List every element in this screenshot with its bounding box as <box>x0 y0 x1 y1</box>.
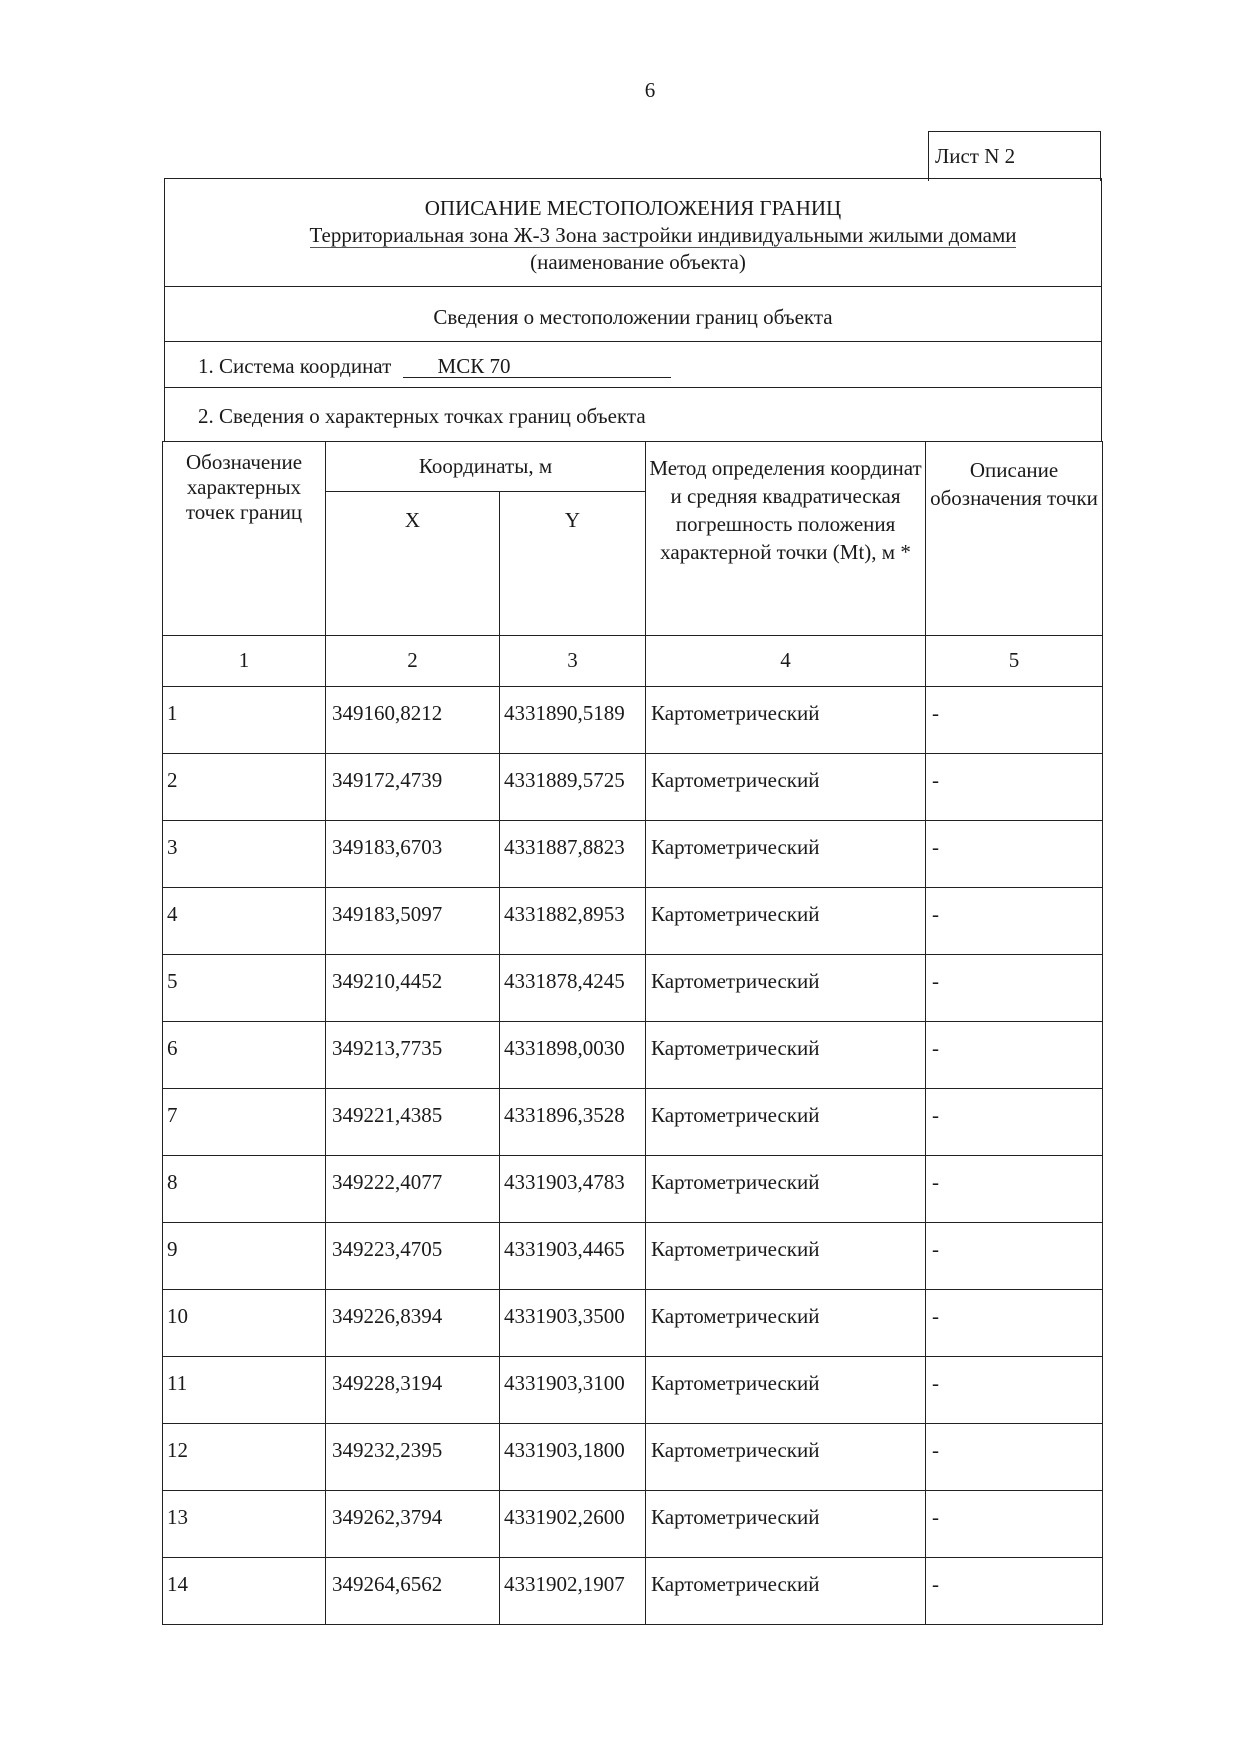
x-coordinate-cell: 349232,2395 <box>326 1424 500 1491</box>
y-coordinate-cell: 4331903,4465 <box>500 1223 646 1290</box>
y-coordinate-cell: 4331902,2600 <box>500 1491 646 1558</box>
y-coordinate-cell: 4331887,8823 <box>500 821 646 888</box>
object-name: Территориальная зона Ж-3 Зона застройки индивидуальными жилыми домами <box>309 223 1017 247</box>
x-coordinate-cell: 349222,4077 <box>326 1156 500 1223</box>
description-cell: - <box>926 687 1103 754</box>
y-coordinate-cell: 4331903,1800 <box>500 1424 646 1491</box>
description-cell: - <box>926 1491 1103 1558</box>
info-title: Сведения о местоположении границ объекта <box>165 287 1101 342</box>
method-cell: Картометрический <box>646 687 926 754</box>
coord-system-label: 1. Система координат <box>198 354 392 378</box>
x-coordinate-cell: 349223,4705 <box>326 1223 500 1290</box>
points-table-body <box>163 687 1103 1625</box>
description-cell: - <box>926 1558 1103 1625</box>
point-number-cell: 9 <box>163 1223 326 1290</box>
table-row <box>163 1223 1103 1290</box>
table-row <box>163 1156 1103 1223</box>
x-coordinate-cell: 349160,8212 <box>326 687 500 754</box>
method-cell: Картометрический <box>646 1290 926 1357</box>
table-row <box>163 821 1103 888</box>
header-method: Метод определения координат и средняя квадратическая погрешность положения характерной точки (Mt), м * <box>646 442 926 636</box>
title-block <box>165 179 1101 287</box>
column-number: 3 <box>500 636 646 687</box>
column-number: 4 <box>646 636 926 687</box>
point-number-cell: 3 <box>163 821 326 888</box>
method-cell: Картометрический <box>646 955 926 1022</box>
point-number-cell: 14 <box>163 1558 326 1625</box>
table-row <box>163 1357 1103 1424</box>
description-cell: - <box>926 754 1103 821</box>
method-cell: Картометрический <box>646 1357 926 1424</box>
y-coordinate-cell: 4331896,3528 <box>500 1089 646 1156</box>
point-number-cell: 6 <box>163 1022 326 1089</box>
method-cell: Картометрический <box>646 1089 926 1156</box>
table-row <box>163 754 1103 821</box>
y-coordinate-cell: 4331878,4245 <box>500 955 646 1022</box>
point-number-cell: 1 <box>163 687 326 754</box>
description-cell: - <box>926 888 1103 955</box>
y-coordinate-cell: 4331903,3100 <box>500 1357 646 1424</box>
y-coordinate-cell: 4331882,8953 <box>500 888 646 955</box>
header-designation: Обозначение характерных точек границ <box>163 442 326 636</box>
description-cell: - <box>926 1223 1103 1290</box>
points-title: 2. Сведения о характерных точках границ объекта <box>198 404 646 428</box>
column-number: 2 <box>326 636 500 687</box>
y-coordinate-cell: 4331889,5725 <box>500 754 646 821</box>
column-numbers-row <box>163 636 1103 687</box>
description-cell: - <box>926 821 1103 888</box>
x-coordinate-cell: 349228,3194 <box>326 1357 500 1424</box>
method-cell: Картометрический <box>646 1156 926 1223</box>
description-cell: - <box>926 955 1103 1022</box>
table-row <box>163 1424 1103 1491</box>
method-cell: Картометрический <box>646 754 926 821</box>
header-coordinates: Координаты, м <box>326 442 646 492</box>
point-number-cell: 11 <box>163 1357 326 1424</box>
header-y: Y <box>500 492 646 636</box>
x-coordinate-cell: 349262,3794 <box>326 1491 500 1558</box>
method-cell: Картометрический <box>646 888 926 955</box>
table-row <box>163 687 1103 754</box>
description-cell: - <box>926 1424 1103 1491</box>
header-description: Описание обозначения точки <box>926 442 1103 636</box>
y-coordinate-cell: 4331902,1907 <box>500 1558 646 1625</box>
point-number-cell: 10 <box>163 1290 326 1357</box>
boundary-points-table <box>162 441 1103 1625</box>
table-row <box>163 888 1103 955</box>
header-x: X <box>326 492 500 636</box>
x-coordinate-cell: 349172,4739 <box>326 754 500 821</box>
x-coordinate-cell: 349264,6562 <box>326 1558 500 1625</box>
x-coordinate-cell: 349183,6703 <box>326 821 500 888</box>
coord-system-value: МСК 70 <box>403 355 671 378</box>
description-cell: - <box>926 1089 1103 1156</box>
table-row <box>163 1558 1103 1625</box>
point-number-cell: 12 <box>163 1424 326 1491</box>
point-number-cell: 8 <box>163 1156 326 1223</box>
table-row <box>163 1022 1103 1089</box>
table-row <box>163 1290 1103 1357</box>
y-coordinate-cell: 4331903,4783 <box>500 1156 646 1223</box>
description-cell: - <box>926 1290 1103 1357</box>
point-number-cell: 13 <box>163 1491 326 1558</box>
column-number: 5 <box>926 636 1103 687</box>
point-number-cell: 4 <box>163 888 326 955</box>
method-cell: Картометрический <box>646 1424 926 1491</box>
method-cell: Картометрический <box>646 1223 926 1290</box>
description-cell: - <box>926 1156 1103 1223</box>
y-coordinate-cell: 4331898,0030 <box>500 1022 646 1089</box>
table-row <box>163 1089 1103 1156</box>
point-number-cell: 5 <box>163 955 326 1022</box>
x-coordinate-cell: 349183,5097 <box>326 888 500 955</box>
y-coordinate-cell: 4331903,3500 <box>500 1290 646 1357</box>
table-row <box>163 955 1103 1022</box>
coord-system-row <box>165 342 1101 388</box>
document-header <box>164 178 1102 441</box>
method-cell: Картометрический <box>646 1491 926 1558</box>
x-coordinate-cell: 349226,8394 <box>326 1290 500 1357</box>
point-number-cell: 7 <box>163 1089 326 1156</box>
y-coordinate-cell: 4331890,5189 <box>500 687 646 754</box>
object-caption: (наименование объекта) <box>530 250 746 274</box>
document-title: ОПИСАНИЕ МЕСТОПОЛОЖЕНИЯ ГРАНИЦ <box>424 196 842 220</box>
method-cell: Картометрический <box>646 1558 926 1625</box>
description-cell: - <box>926 1357 1103 1424</box>
method-cell: Картометрический <box>646 821 926 888</box>
page-number: 6 <box>644 78 656 102</box>
point-number-cell: 2 <box>163 754 326 821</box>
x-coordinate-cell: 349221,4385 <box>326 1089 500 1156</box>
column-number: 1 <box>163 636 326 687</box>
x-coordinate-cell: 349210,4452 <box>326 955 500 1022</box>
sheet-label: Лист N 2 <box>928 131 1101 181</box>
x-coordinate-cell: 349213,7735 <box>326 1022 500 1089</box>
table-row <box>163 1491 1103 1558</box>
description-cell: - <box>926 1022 1103 1089</box>
method-cell: Картометрический <box>646 1022 926 1089</box>
